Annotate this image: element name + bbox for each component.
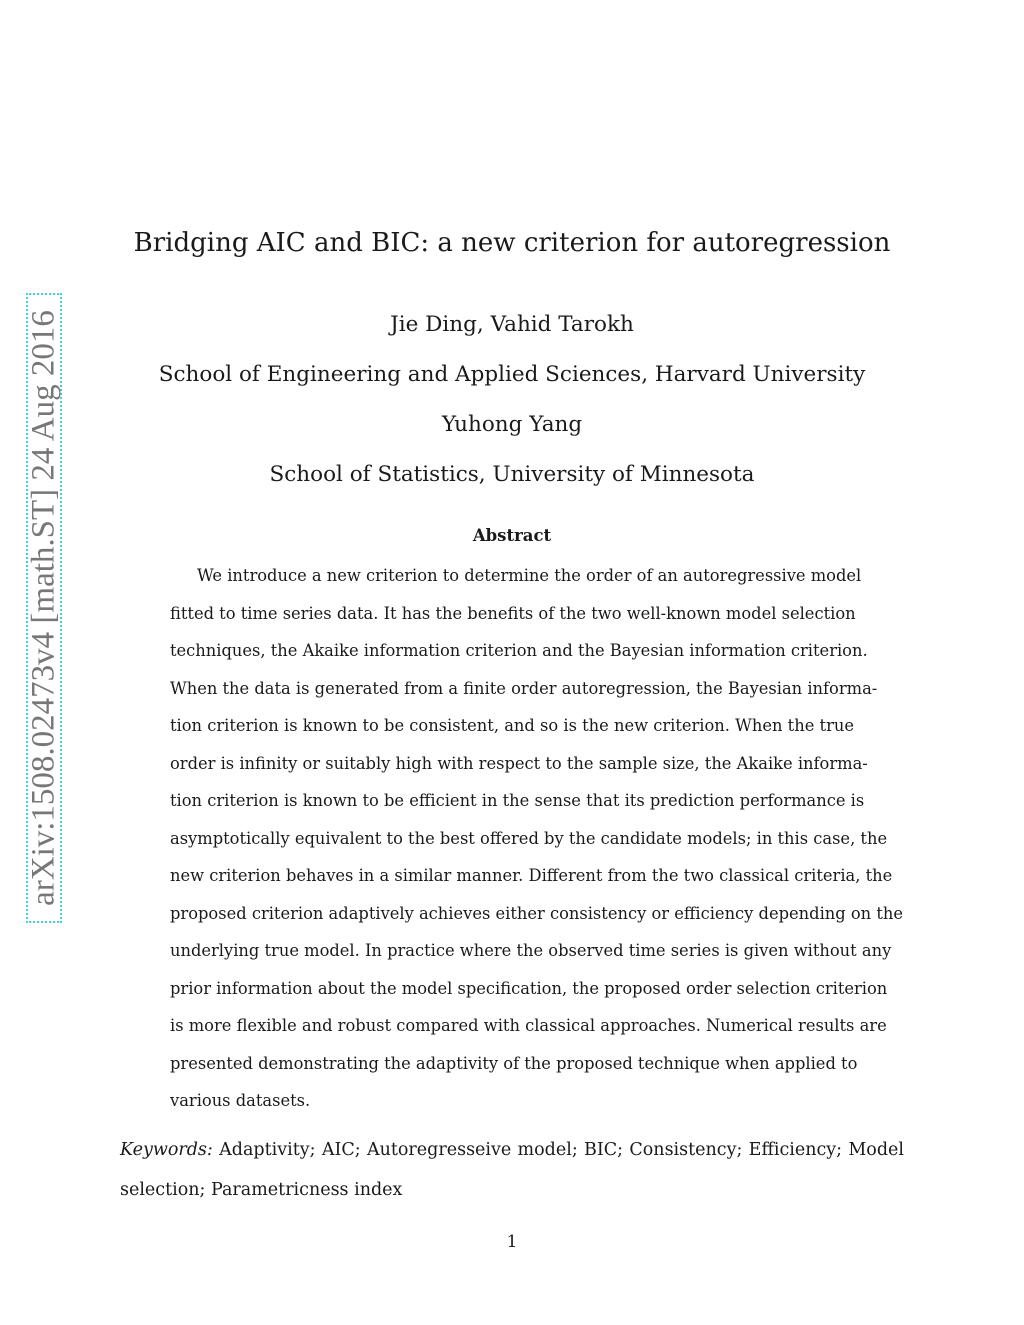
arxiv-stamp-text: arXiv:1508.02473v4 [math.ST] 24 Aug 2016 xyxy=(25,310,62,906)
page-number: 1 xyxy=(506,1232,518,1252)
abstract-line: fitted to time series data. It has the benefits of the two well-known model selection xyxy=(170,603,856,623)
abstract-line: tion criterion is known to be consistent, and so is the new criterion. When the true xyxy=(170,716,854,735)
abstract-line: We introduce a new criterion to determine the order of an autoregressive model xyxy=(197,566,862,585)
abstract-line: tion criterion is known to be efficient in the sense that its prediction performance is xyxy=(170,791,865,810)
abstract-line: asymptotically equivalent to the best offered by the candidate models; in this case, the xyxy=(170,828,888,848)
keywords-label: Keywords: xyxy=(120,1140,213,1160)
authors-line-1: Jie Ding, Vahid Tarokh xyxy=(390,312,634,337)
affiliation-1: School of Engineering and Applied Sciences, Harvard University xyxy=(158,362,866,387)
abstract-line: When the data is generated from a finite order autoregression, the Bayesian informa- xyxy=(170,678,878,698)
abstract-line: underlying true model. In practice where the observed time series is given without any xyxy=(170,941,892,960)
paper-title: Bridging AIC and BIC: a new criterion for autoregression xyxy=(133,228,891,258)
arxiv-stamp[interactable] xyxy=(26,293,62,923)
authors-line-2: Yuhong Yang xyxy=(441,412,583,437)
abstract-line: is more flexible and robust compared with classical approaches. Numerical results are xyxy=(170,1016,887,1035)
keywords-line-2: selection; Parametricness index xyxy=(120,1180,403,1200)
abstract-line: presented demonstrating the adaptivity of the proposed technique when applied to xyxy=(170,1053,858,1073)
abstract-line: prior information about the model specification, the proposed order selection criterion xyxy=(170,978,888,998)
abstract-heading: Abstract xyxy=(472,526,552,545)
affiliation-2: School of Statistics, University of Minnesota xyxy=(269,462,755,487)
abstract-line: order is infinity or suitably high with respect to the sample size, the Akaike informa- xyxy=(170,753,868,773)
abstract-body xyxy=(170,562,903,1125)
abstract-line: new criterion behaves in a similar manner. Different from the two classical criteria, the xyxy=(170,866,893,885)
abstract-line: various datasets. xyxy=(170,1091,311,1110)
abstract-line: techniques, the Akaike information criterion and the Bayesian information criterion. xyxy=(170,641,868,660)
abstract-line: proposed criterion adaptively achieves either consistency or efficiency depending on the xyxy=(170,903,903,923)
keywords-line-1 xyxy=(120,1140,904,1160)
keywords-text: Adaptivity; AIC; Autoregresseive model; BIC; Consistency; Efficiency; Model xyxy=(219,1140,904,1160)
